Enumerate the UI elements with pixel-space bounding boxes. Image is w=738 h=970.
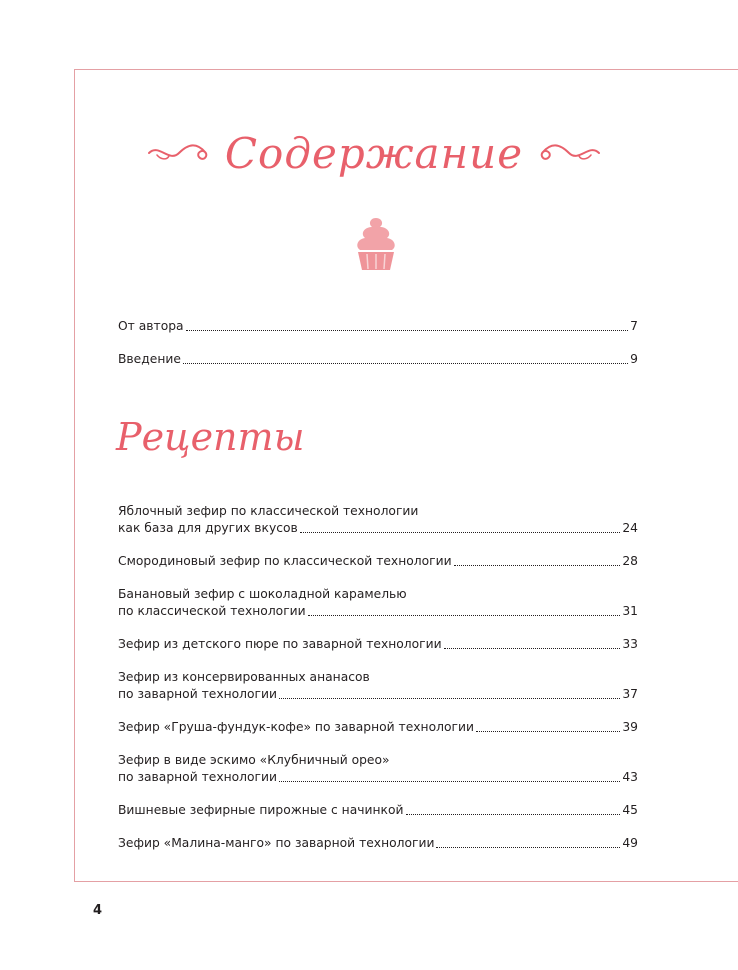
toc-entry-page: 9 xyxy=(630,352,638,366)
toc-entry-label: как база для других вкусов xyxy=(118,521,298,535)
toc-entry-label: Зефир из детского пюре по заварной технологии xyxy=(118,637,442,651)
dot-leader xyxy=(454,565,621,566)
toc-entry-label-line1: Банановый зефир с шоколадной карамелью xyxy=(118,587,407,601)
toc-entry-row xyxy=(118,769,638,786)
toc-entry-page: 49 xyxy=(622,836,638,850)
toc-intro xyxy=(118,318,638,384)
toc-entry-row xyxy=(118,835,638,852)
toc-entry-label-line1: Зефир из консервированных ананасов xyxy=(118,670,370,684)
toc-entry-row xyxy=(118,553,638,570)
toc-entry-label: От автора xyxy=(118,319,184,333)
toc-entry-page: 45 xyxy=(622,803,638,817)
toc-entry-label-line1: Зефир в виде эскимо «Клубничный орео» xyxy=(118,753,390,767)
toc-entry-recipe[interactable] xyxy=(118,636,638,653)
dot-leader xyxy=(279,698,620,699)
dot-leader xyxy=(406,814,621,815)
toc-entry-label: Смородиновый зефир по классической технологии xyxy=(118,554,452,568)
toc-entry-page: 37 xyxy=(622,687,638,701)
dot-leader xyxy=(476,731,620,732)
toc-entry-label: Вишневые зефирные пирожные с начинкой xyxy=(118,803,404,817)
toc-entry-intro[interactable] xyxy=(118,351,638,368)
toc-entry-recipe[interactable] xyxy=(118,553,638,570)
page-title: Содержание xyxy=(224,128,524,178)
dot-leader xyxy=(300,532,621,533)
toc-entry-recipe[interactable] xyxy=(118,669,638,703)
toc-recipes xyxy=(118,503,638,868)
toc-entry-label: Введение xyxy=(118,352,181,366)
toc-entry-page: 28 xyxy=(622,554,638,568)
toc-entry-row xyxy=(118,636,638,653)
cupcake-icon xyxy=(352,214,400,274)
toc-entry-recipe[interactable] xyxy=(118,752,638,786)
toc-entry-recipe[interactable] xyxy=(118,586,638,620)
dot-leader xyxy=(183,363,628,364)
toc-entry-label: по заварной технологии xyxy=(118,770,277,784)
toc-entry-page: 31 xyxy=(622,604,638,618)
toc-entry-row xyxy=(118,520,638,537)
toc-entry-page: 43 xyxy=(622,770,638,784)
toc-entry-label: по заварной технологии xyxy=(118,687,277,701)
toc-entry-recipe[interactable] xyxy=(118,802,638,819)
dot-leader xyxy=(444,648,621,649)
toc-entry-page: 33 xyxy=(622,637,638,651)
toc-entry-label: по классической технологии xyxy=(118,604,306,618)
swirl-left-icon xyxy=(147,138,211,168)
dot-leader xyxy=(308,615,621,616)
toc-entry-label: Зефир «Груша-фундук-кофе» по заварной технологии xyxy=(118,720,474,734)
toc-entry-page: 24 xyxy=(622,521,638,535)
toc-entry-row xyxy=(118,686,638,703)
toc-entry-author[interactable] xyxy=(118,318,638,335)
toc-entry-page: 7 xyxy=(630,319,638,333)
page-number: 4 xyxy=(93,903,103,918)
toc-entry-recipe[interactable] xyxy=(118,719,638,736)
swirl-right-icon xyxy=(537,138,601,168)
toc-entry-label: Зефир «Малина-манго» по заварной технологии xyxy=(118,836,435,850)
toc-entry-recipe[interactable] xyxy=(118,503,638,537)
dot-leader xyxy=(436,847,620,848)
toc-entry-recipe[interactable] xyxy=(118,835,638,852)
toc-entry-row xyxy=(118,603,638,620)
toc-entry-row xyxy=(118,719,638,736)
title-row xyxy=(74,118,674,188)
toc-entry-label-line1: Яблочный зефир по классической технологии xyxy=(118,504,419,518)
toc-entry-page: 39 xyxy=(622,720,638,734)
dot-leader xyxy=(186,330,629,331)
toc-entry-row xyxy=(118,802,638,819)
section-title-recipes: Рецепты xyxy=(116,415,305,459)
dot-leader xyxy=(279,781,620,782)
